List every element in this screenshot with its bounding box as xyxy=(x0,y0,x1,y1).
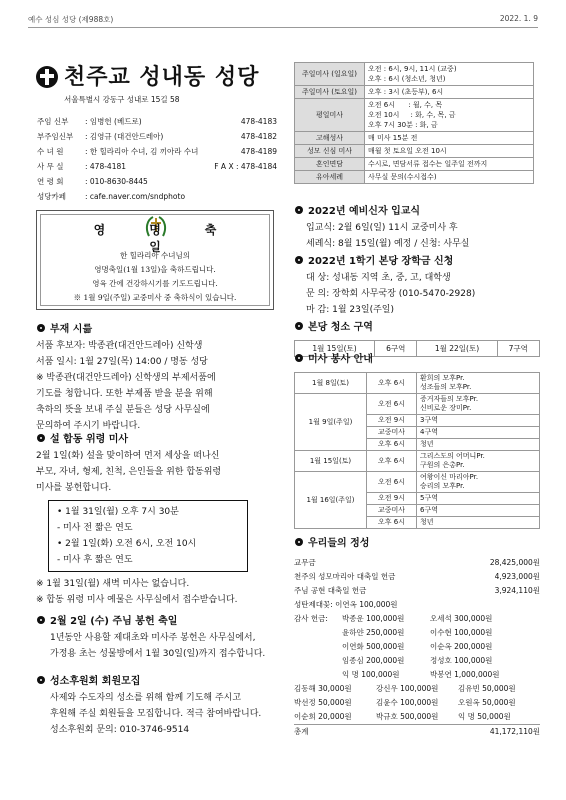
offering-amount: 28,425,000원 xyxy=(489,558,540,567)
donation-entry: 윤하얀 250,000원 xyxy=(342,628,405,637)
donation-entry: 박봉연 1,000,000원 xyxy=(430,670,500,679)
flower-bullet-icon xyxy=(36,433,46,443)
bulletin-issue: 예수 성심 성당 (제988호) xyxy=(28,15,114,24)
vocation-section xyxy=(36,674,286,738)
donation-entry: 김동해 30,000원 xyxy=(294,684,352,693)
section-heading: 2022년 1학기 본당 장학금 신청 xyxy=(294,254,540,270)
parish-title: 천주교 성내동 성당 xyxy=(64,64,260,90)
mass-head: 성모 신심 미사 xyxy=(295,145,365,158)
offering-amount: 3,924,110원 xyxy=(494,586,540,595)
offering-label: 주님 공현 대축일 헌금 xyxy=(294,586,367,595)
donation-row xyxy=(294,654,540,668)
text-line: 부모, 자녀, 형제, 친척, 은인들을 위한 합동위령 xyxy=(36,467,222,477)
mass-head: 평일미사 xyxy=(295,99,365,132)
cleaning-cell: 1월 22일(토) xyxy=(417,341,497,357)
section-notes xyxy=(36,576,286,608)
feast-line: ※ 1월 9일(주일) 교중미사 중 축하식이 있습니다. xyxy=(73,293,237,302)
contact-value: : 김영규 (대건안드레아) xyxy=(85,132,164,141)
service-group: 4구역 xyxy=(417,427,540,439)
contact-number: F A X : 478-4184 xyxy=(214,162,277,171)
mass-time-box xyxy=(48,500,248,572)
mass-time: 오전 6시 : 월, 수, 목 오전 10시 : 화, 수, 목, 금 오후 7시 30분 : 화, 금 xyxy=(365,99,534,132)
section-body xyxy=(294,270,540,318)
mass-time: 사무실 문의(수시접수) xyxy=(365,171,534,184)
mass-time: 오전 : 6시, 9시, 11시 (교중) 오후 : 6시 (청소년, 청년) xyxy=(365,63,534,86)
donation-entry: 박선정 50,000원 xyxy=(294,698,352,707)
catechumen-section xyxy=(294,204,540,252)
donation-row xyxy=(294,710,540,724)
box-line: - 미사 전 짧은 연도 xyxy=(57,523,133,533)
section-heading: 본당 청소 구역 xyxy=(294,320,540,336)
contact-number: 478-4189 xyxy=(240,147,277,156)
flower-bullet-icon xyxy=(294,537,304,547)
offering-line xyxy=(294,584,540,598)
text-line: 문 의: 장학회 사무국장 (010-5470-2928) xyxy=(306,289,476,299)
text-line: 대 상: 성내동 지역 초, 중, 고, 대학생 xyxy=(306,273,451,283)
mass-head: 유아세례 xyxy=(295,171,365,184)
cleaning-cell: 1월 15일(토) xyxy=(295,341,375,357)
contact-label: 부주임신부 xyxy=(37,132,74,141)
mass-time: 수시로, 면담서류 접수는 일주일 전까지 xyxy=(365,158,534,171)
text-line: 축하의 뜻을 보내 주실 분들은 성당 사무실에 xyxy=(36,405,210,415)
service-group: 증거자들의 모후Pr. 신비로운 장미Pr. xyxy=(417,394,540,415)
flower-bullet-icon xyxy=(36,615,46,625)
text-line: 입교식: 2월 6일(일) 11시 교중미사 후 xyxy=(306,223,458,233)
note-line: ※ 합동 위령 미사 예물은 사무실에서 접수받습니다. xyxy=(36,595,238,605)
parish-address: 서울특별시 강동구 성내로 15길 58 xyxy=(64,95,180,104)
text-line: ※ 박종관(대건안드레아) 신학생의 부제서품에 xyxy=(36,373,216,383)
mass-row xyxy=(295,99,534,132)
mass-time: 오후 : 3시 (초등부), 6시 xyxy=(365,86,534,99)
section-heading: 우리들의 정성 xyxy=(294,536,540,552)
service-row xyxy=(295,373,540,394)
text-line: 2월 1일(화) 설을 맞이하여 먼저 세상을 떠나신 xyxy=(36,451,220,461)
service-date: 1월 15일(토) xyxy=(295,451,367,472)
donation-entry: 이수현 100,000원 xyxy=(430,628,493,637)
donation-entry: 박종운 100,000원 xyxy=(342,614,405,623)
contact-row xyxy=(37,129,277,144)
service-date: 1월 8일(토) xyxy=(295,373,367,394)
text-line: 미사를 봉헌합니다. xyxy=(36,483,112,493)
section-heading: 설 합동 위령 미사 xyxy=(36,432,286,448)
text-line: 1년동안 사용할 제대초와 미사주 봉헌은 사무실에서, xyxy=(50,633,256,643)
contact-label: 주임 신부 xyxy=(37,117,69,126)
text-line: 세례식: 8월 15일(월) 예정 / 신청: 사무실 xyxy=(306,239,470,249)
service-time: 교중미사 xyxy=(367,427,417,439)
text-line: 성소후원회 문의: 010-3746-9514 xyxy=(50,725,190,735)
donation-entry: 이순옥 200,000원 xyxy=(430,642,493,651)
service-group: 청년 xyxy=(417,517,540,529)
service-time: 오후 6시 xyxy=(367,517,417,529)
donation-row xyxy=(294,696,540,710)
contact-list xyxy=(37,114,277,204)
service-group: 5구역 xyxy=(417,493,540,505)
text-line: 문의하여 주시기 바랍니다. xyxy=(36,421,141,431)
section-body xyxy=(36,630,286,662)
flower-bullet-icon xyxy=(36,323,46,333)
service-time: 오전 6시 xyxy=(367,472,417,493)
flower-bullet-icon xyxy=(36,675,46,685)
mass-row xyxy=(295,158,534,171)
mass-row xyxy=(295,145,534,158)
mass-head: 주일미사 (토요일) xyxy=(295,86,365,99)
section-heading: 부재 시륾 xyxy=(36,322,286,338)
text-line: 후원해 주실 회원들을 모집합니다. 적극 참여바랍니다. xyxy=(50,709,262,719)
feast-box xyxy=(36,210,274,310)
donation-entry: 강신우 100,000원 xyxy=(376,684,439,693)
flower-bullet-icon xyxy=(294,353,304,363)
offering-line xyxy=(294,570,540,584)
service-time: 오전 6시 xyxy=(367,394,417,415)
mass-row xyxy=(295,171,534,184)
contact-value: : 한 힐라리아 수녀, 김 끼아라 수녀 xyxy=(85,147,199,156)
service-row xyxy=(295,472,540,493)
mass-head: 고해성사 xyxy=(295,132,365,145)
special-offering: 성탄제대꽃: 이연옥 100,000원 xyxy=(294,600,398,609)
mass-time: 매 미사 15분 전 xyxy=(365,132,534,145)
contact-number: 478-4183 xyxy=(240,117,277,126)
service-time: 오후 6시 xyxy=(367,451,417,472)
service-group: 그리스도의 어머니Pr. 구원의 은총Pr. xyxy=(417,451,540,472)
mass-time: 매월 첫 토요일 오전 10시 xyxy=(365,145,534,158)
cleaning-cell: 6구역 xyxy=(375,341,417,357)
section-heading: 2022년 예비신자 입교식 xyxy=(294,204,540,220)
contact-row xyxy=(37,114,277,129)
section-heading: 성소후원회 회원모집 xyxy=(36,674,286,690)
service-time: 오전 9시 xyxy=(367,493,417,505)
contact-value: : cafe.naver.com/sndphoto xyxy=(85,192,186,201)
contact-number: 478-4182 xyxy=(240,132,277,141)
service-section xyxy=(294,352,540,529)
candlemas-section xyxy=(36,614,286,662)
feast-line: 영육 간에 건강하시기를 기도드립니다. xyxy=(92,279,218,288)
donation-row xyxy=(294,640,540,654)
total-amount: 41,172,110원 xyxy=(489,727,540,736)
contact-label: 사 무 실 xyxy=(37,162,64,171)
service-group: 환희의 모후Pr. 성조들의 모후Pr. xyxy=(417,373,540,394)
service-table xyxy=(294,372,540,529)
text-line: 마 감: 1월 23일(주일) xyxy=(306,305,394,315)
service-group: 3구역 xyxy=(417,415,540,427)
flower-bullet-icon xyxy=(294,321,304,331)
contact-row xyxy=(37,189,277,204)
offering-line xyxy=(294,556,540,570)
donation-entry: 오세석 300,000원 xyxy=(430,614,493,623)
donation-entry: 김윤수 100,000원 xyxy=(376,698,439,707)
feast-line: 한 힐라리아 수녀님의 xyxy=(120,251,190,260)
donation-row xyxy=(294,626,540,640)
offering-amount: 4,923,000원 xyxy=(494,572,540,581)
donation-entry: 이연화 500,000원 xyxy=(342,642,405,651)
feast-title: 영명축일 xyxy=(93,223,261,254)
service-time: 오전 9시 xyxy=(367,415,417,427)
mass-schedule-table xyxy=(294,62,534,184)
cross-logo-icon xyxy=(36,66,58,88)
donation-row xyxy=(294,668,540,682)
contact-label: 수 녀 원 xyxy=(37,147,64,156)
flower-bullet-icon xyxy=(294,205,304,215)
contact-value: : 478-4181 xyxy=(85,162,127,171)
contact-value: : 임병헌 (베드로) xyxy=(85,117,142,126)
section-heading: 미사 봉사 안내 xyxy=(294,352,540,368)
header-bar xyxy=(28,14,538,28)
mass-row xyxy=(295,86,534,99)
contact-row xyxy=(37,159,277,174)
cleaning-cell: 7구역 xyxy=(497,341,539,357)
donation-row xyxy=(294,682,540,696)
bulletin-date: 2022. 1. 9 xyxy=(499,14,538,23)
section-body xyxy=(36,448,286,496)
contact-value: : 010-8630-8445 xyxy=(85,177,148,186)
feast-line: 영명축일(1월 13일)을 축하드립니다. xyxy=(94,265,216,274)
offering-total xyxy=(294,724,540,739)
mass-row xyxy=(295,63,534,86)
service-group: 청년 xyxy=(417,439,540,451)
donation-entry: 박규호 500,000원 xyxy=(376,712,439,721)
contact-row xyxy=(37,174,277,189)
donation-entry: 익 명 100,000원 xyxy=(342,670,400,679)
service-group: 여왕이신 마리아Pr. 승리의 모후Pr. xyxy=(417,472,540,493)
text-line: 서품 일시: 1월 27일(목) 14:00 / 명동 성당 xyxy=(36,357,208,367)
donation-entry: 오원옥 50,000원 xyxy=(458,698,516,707)
seollal-section xyxy=(36,432,286,608)
finance-section xyxy=(294,536,540,739)
section-heading: 2월 2일 (수) 주님 봉헌 축일 xyxy=(36,614,286,630)
contact-label: 연 령 회 xyxy=(37,177,64,186)
service-time: 오후 6시 xyxy=(367,439,417,451)
donation-row xyxy=(294,612,540,626)
service-date: 1월 16일(주일) xyxy=(295,472,367,529)
section-body xyxy=(294,220,540,252)
offering-label: 천주의 성모마리아 대축일 헌금 xyxy=(294,572,396,581)
section-body xyxy=(36,338,286,434)
text-line: 가정용 초는 성물방에서 1월 30일(일)까지 접수합니다. xyxy=(50,649,266,659)
scholarship-section xyxy=(294,254,540,318)
note-line: ※ 1월 31일(월) 새벽 미사는 없습니다. xyxy=(36,579,190,589)
contact-label: 성당카페 xyxy=(37,192,66,201)
section-body xyxy=(36,690,286,738)
service-time: 오후 6시 xyxy=(367,373,417,394)
flower-bullet-icon xyxy=(294,255,304,265)
contact-row xyxy=(37,144,277,159)
total-label: 총계 xyxy=(294,727,309,736)
text-line: 사제와 수도자의 성소를 위해 함께 기도해 주시고 xyxy=(50,693,242,703)
donation-entry: 이순희 20,000원 xyxy=(294,712,352,721)
mass-row xyxy=(295,132,534,145)
service-row xyxy=(295,451,540,472)
service-row xyxy=(295,394,540,415)
donation-entry: 정성호 100,000원 xyxy=(430,656,493,665)
mass-head: 주일미사 (일요일) xyxy=(295,63,365,86)
offering-label: 교무금 xyxy=(294,558,316,567)
text-line: 서품 후보자: 박종관(대건안드레아) 신학생 xyxy=(36,341,203,351)
donation-entry: 김유빈 50,000원 xyxy=(458,684,516,693)
donation-label: 감사 헌금: xyxy=(294,614,328,623)
funeral-section xyxy=(36,322,286,434)
donation-entry: 익 명 50,000원 xyxy=(458,712,511,721)
offering-list xyxy=(294,556,540,739)
box-line: - 미사 후 짧은 연도 xyxy=(57,555,133,565)
text-line: 기도를 청합니다. 또한 부제품 받을 분을 위해 xyxy=(36,389,213,399)
box-line: • 1월 31일(월) 오후 7시 30분 xyxy=(57,507,179,517)
service-time: 교중미사 xyxy=(367,505,417,517)
feast-lines xyxy=(45,249,265,305)
box-line: • 2월 1일(화) 오전 6시, 오전 10시 xyxy=(57,539,197,549)
mass-head: 혼인면담 xyxy=(295,158,365,171)
service-date: 1월 9일(주일) xyxy=(295,394,367,451)
service-group: 6구역 xyxy=(417,505,540,517)
donation-entry: 임종심 200,000원 xyxy=(342,656,405,665)
